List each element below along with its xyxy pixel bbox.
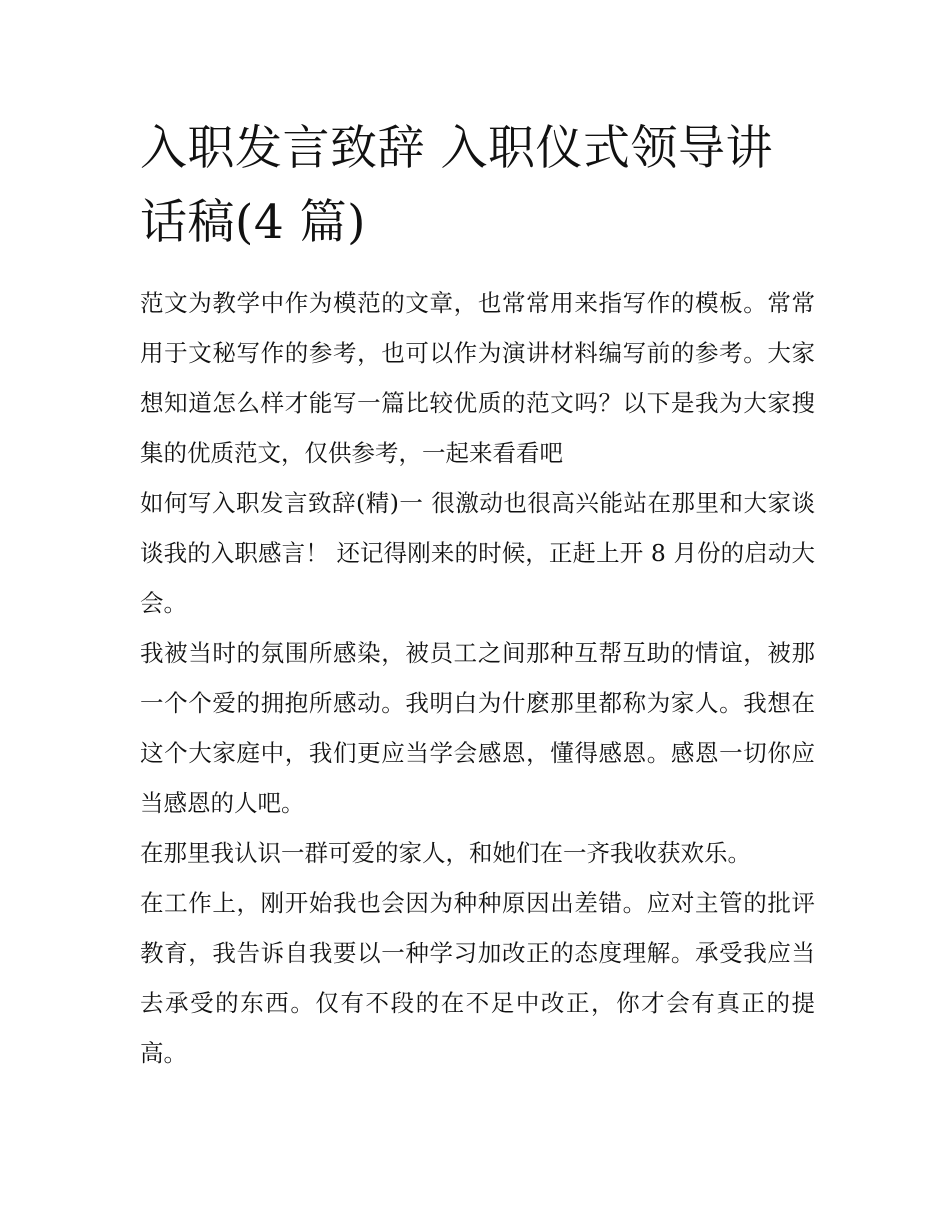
paragraph-work: 在工作上，刚开始我也会因为种种原因出差错。应对主管的批评教育，我告诉自我要以一种学习加改正的态度理解。承受我应当去承受的东西。仅有不段的在不足中改正，你才会有真正的提高。	[140, 889, 815, 1067]
paragraph-atmosphere: 我被当时的氛围所感染，被员工之间那种互帮互助的情谊，被那一个个爱的拥抱所感动。我明白为什麽那里都称为家人。我想在这个大家庭中，我们更应当学会感恩，懂得感恩。感恩一切你应当感恩的人吧。	[140, 639, 815, 817]
paragraph-intro: 范文为教学中作为模范的文章，也常常用来指写作的模板。常常用于文秘写作的参考，也可以作为演讲材料编写前的参考。大家想知道怎么样才能写一篇比较优质的范文吗？以下是我为大家搜集的优质范文，仅供参考，一起来看看吧	[140, 289, 815, 467]
document-title: 入职发言致辞 入职仪式领导讲话稿(4 篇)	[140, 121, 773, 250]
paragraph-family: 在那里我认识一群可爱的家人，和她们在一齐我收获欢乐。	[140, 839, 751, 867]
paragraph-speech-opening: 如何写入职发言致辞(精)一 很激动也很高兴能站在那里和大家谈谈我的入职感言！ 还记得刚来的时候，正赶上开 8 月份的启动大会。	[140, 489, 815, 617]
document-body	[140, 278, 815, 1078]
